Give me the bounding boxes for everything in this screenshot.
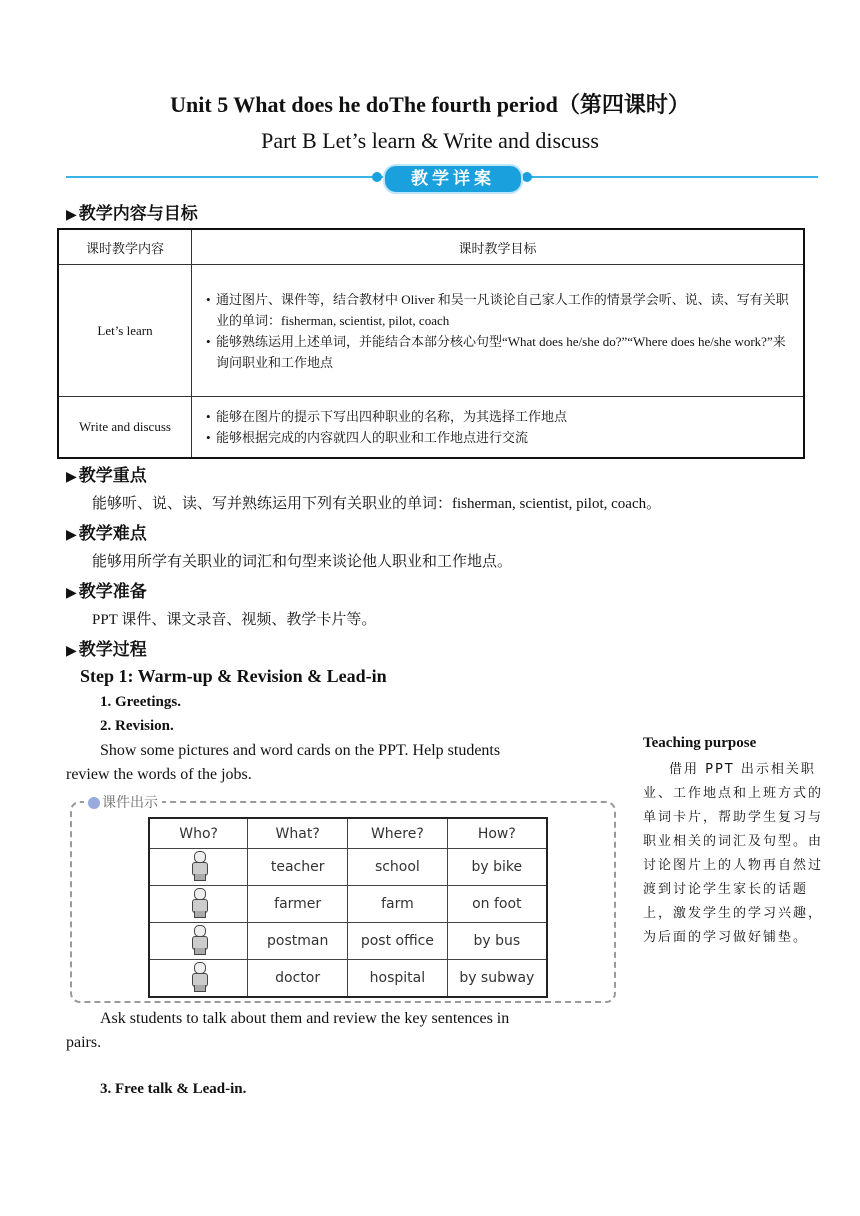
jobs-table-header [149,818,547,849]
goal-item: • 能够根据完成的内容就四人的职业和工作地点进行交流 [206,427,791,448]
table-row [58,265,804,397]
cell-where: post office [348,923,448,960]
cell-how: on foot [447,886,547,923]
header-who: Who? [149,818,248,849]
teaching-purpose-title: Teaching purpose [643,735,757,751]
header-where: Where? [348,818,448,849]
table-row [58,397,804,458]
banner-dot-left [372,172,382,182]
banner-badge: 教学详案 [383,164,523,194]
section-heading-difficulties: ▶ 教学难点 [66,524,147,544]
step-item-greetings: 1. Greetings. [100,694,181,710]
goals-table [57,228,805,459]
row-content: Let’s learn [58,265,192,397]
difficulties-text: 能够用所学有关职业的词汇和句型来谈论他人职业和工作地点。 [92,554,513,570]
cell-how: by bus [447,923,547,960]
postman-figure-icon [149,923,248,960]
step1-title: Step 1: Warm-up & Revision & Lead-in [80,666,387,686]
cell-how: by subway [447,960,547,998]
goals-table-header [58,229,804,265]
goal-item: • 通过图片、课件等，结合教材中 Oliver 和吴一凡谈论自己家人工作的情景学会听、说、读、写有关职业的单词：fisherman, scientist, pilot, coach [206,289,791,331]
page-subtitle: Part B Let’s learn & Write and discuss [261,128,599,153]
cell-what: teacher [248,849,348,886]
page-title: Unit 5 What does he doThe fourth period（第四课时） [170,92,690,117]
section-heading-preparation: ▶ 教学准备 [66,582,147,602]
cell-where: school [348,849,448,886]
row-content: Write and discuss [58,397,192,458]
cell-how: by bike [447,849,547,886]
pairs-text: Ask students to talk about them and review the key sentences in pairs. [66,1010,510,1051]
section-heading-process: ▶ 教学过程 [66,640,147,660]
farmer-figure-icon [149,886,248,923]
ppt-label: 课件出示 [84,792,162,812]
table-row [149,960,547,998]
ppt-dot-icon [88,797,100,809]
step-item-revision: 2. Revision. [100,718,174,734]
table-row [149,886,547,923]
revision-text: Show some pictures and word cards on the PPT. Help students review the words of the jobs. [66,742,501,783]
cell-what: farmer [248,886,348,923]
section-heading-content-goals: ▶ 教学内容与目标 [66,204,198,224]
cell-where: farm [348,886,448,923]
step-item-free-talk: 3. Free talk & Lead-in. [100,1081,247,1097]
preparation-text: PPT 课件、课文录音、视频、教学卡片等。 [92,612,377,628]
row-goals [192,397,805,458]
header-what: What? [248,818,348,849]
cell-what: doctor [248,960,348,998]
key-points-text: 能够听、说、读、写并熟练运用下列有关职业的单词：fisherman, scientist, pilot, coach。 [92,496,662,512]
teacher-figure-icon [149,849,248,886]
cell-what: postman [248,923,348,960]
section-heading-key-points: ▶ 教学重点 [66,466,147,486]
cell-where: hospital [348,960,448,998]
table-row [149,849,547,886]
goal-item: • 能够在图片的提示下写出四种职业的名称，为其选择工作地点 [206,406,791,427]
table-row [149,923,547,960]
header-content: 课时教学内容 [58,229,192,265]
teaching-purpose-text: 借用 PPT 出示相关职业、工作地点和上班方式的单词卡片，帮助学生复习与职业相关的词汇及句型。由讨论图片上的人物再自然过渡到讨论学生家长的话题上，激发学生的学习兴趣，为后面的学习做好铺垫。 [643,762,824,945]
banner-dot-right [522,172,532,182]
header-goals: 课时教学目标 [192,229,805,265]
row-goals [192,265,805,397]
goal-item: • 能够熟练运用上述单词，并能结合本部分核心句型“What does he/she do?”“Where does he/she work?”来询问职业和工作地点 [206,331,791,373]
header-how: How? [447,818,547,849]
jobs-table [148,817,548,998]
doctor-figure-icon [149,960,248,998]
